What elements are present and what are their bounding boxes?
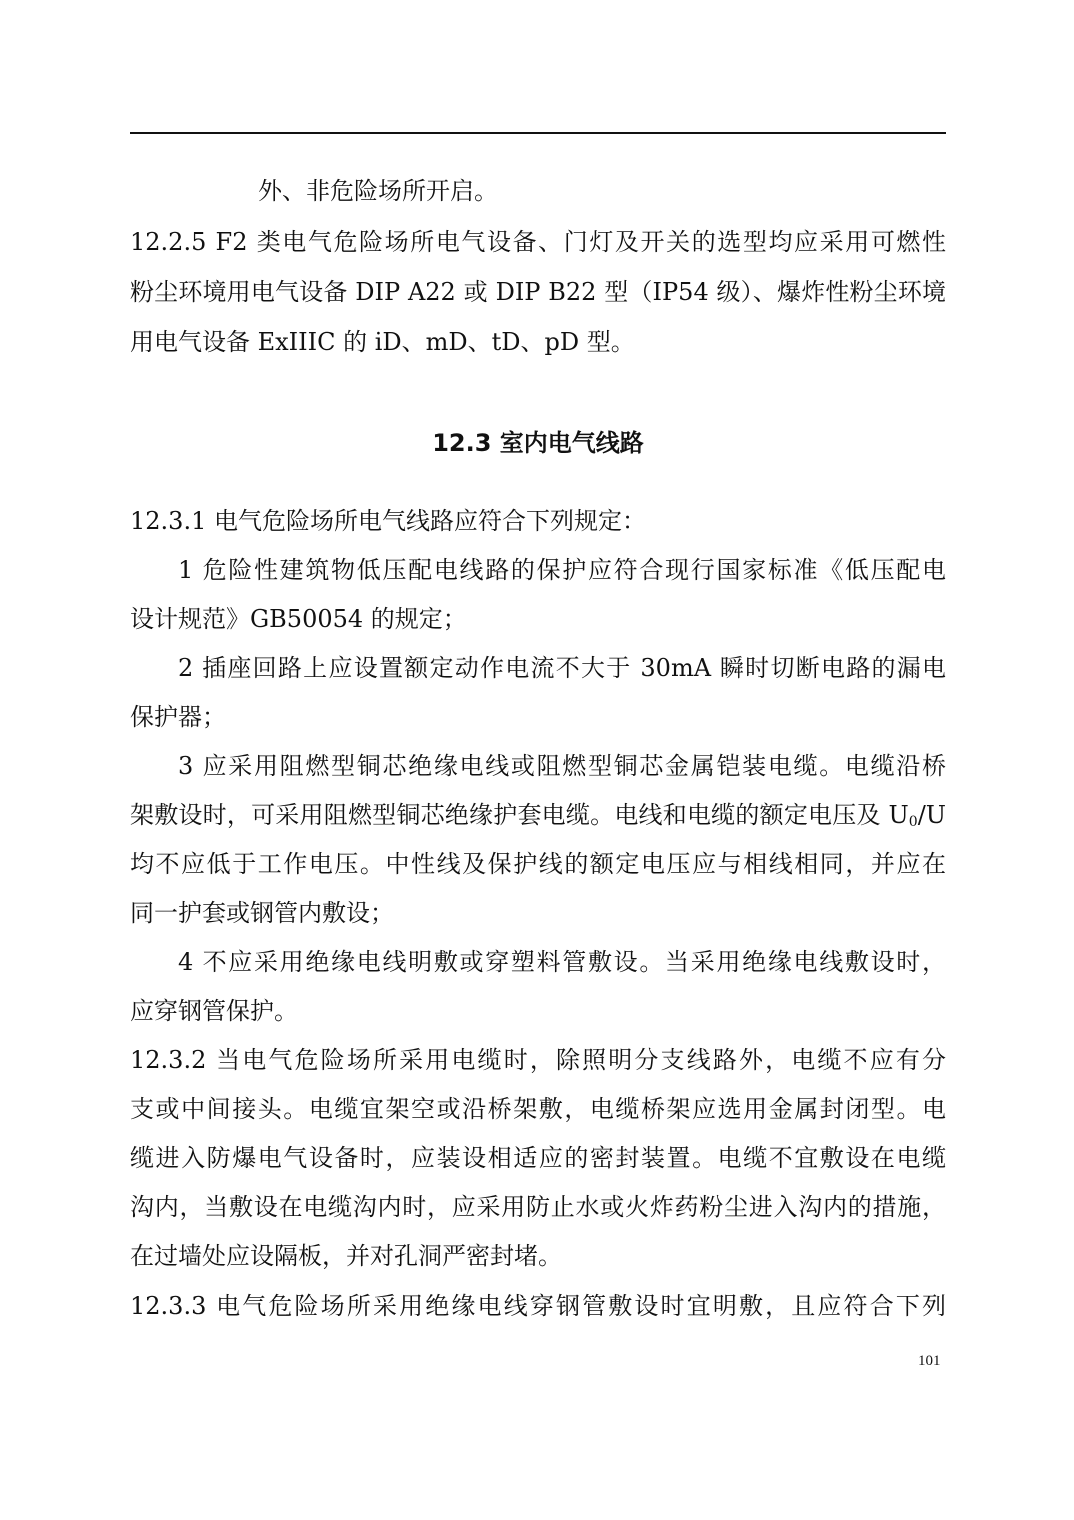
text-line: 支或中间接头。电缆宜架空或沿桥架敷，电缆桥架应选用金属封闭型。电 bbox=[130, 1095, 946, 1123]
text-line: 2 插座回路上应设置额定动作电流不大于 30mA 瞬时切断电路的漏电 bbox=[178, 654, 946, 682]
text-line: 12.2.5 F2 类电气危险场所电气设备、门灯及开关的选型均应采用可燃性 bbox=[130, 228, 946, 256]
text-line: 同一护套或钢管内敷设； bbox=[130, 899, 394, 927]
text-line: 1 危险性建筑物低压配电线路的保护应符合现行国家标准《低压配电 bbox=[178, 556, 946, 584]
text-line: 沟内，当敷设在电缆沟内时，应采用防止水或火炸药粉尘进入沟内的措施， bbox=[130, 1193, 946, 1221]
text-run: 架敷设时，可采用阻燃型铜芯绝缘护套电缆。电线和电缆的额定电压及 U bbox=[130, 801, 909, 829]
text-line: 外、非危险场所开启。 bbox=[258, 177, 498, 205]
subscript: 0 bbox=[908, 814, 918, 830]
text-line: 3 应采用阻燃型铜芯绝缘电线或阻燃型铜芯金属铠装电缆。电缆沿桥 bbox=[178, 752, 946, 780]
text-line: 12.3.3 电气危险场所采用绝缘电线穿钢管敷设时宜明敷，且应符合下列 bbox=[130, 1292, 946, 1320]
text-line: 均不应低于工作电压。中性线及保护线的额定电压应与相线相同，并应在 bbox=[130, 850, 946, 878]
text-line: 粉尘环境用电气设备 DIP A22 或 DIP B22 型（IP54 级）、爆炸性粉尘环境 bbox=[130, 278, 946, 306]
text-line: 设计规范》GB50054 的规定； bbox=[130, 605, 467, 633]
text-line bbox=[130, 800, 946, 837]
text-line: 应穿钢管保护。 bbox=[130, 997, 298, 1025]
text-run: /U bbox=[917, 801, 946, 829]
text-line: 保护器； bbox=[130, 703, 226, 731]
text-line: 12.3.1 电气危险场所电气线路应符合下列规定： bbox=[130, 507, 646, 535]
section-heading: 12.3 室内电气线路 bbox=[432, 429, 644, 457]
text-line: 用电气设备 ExIIIC 的 iD、mD、tD、pD 型。 bbox=[130, 328, 635, 356]
header-rule bbox=[130, 132, 946, 134]
text-line: 缆进入防爆电气设备时，应装设相适应的密封装置。电缆不宜敷设在电缆 bbox=[130, 1144, 946, 1172]
text-line: 在过墙处应设隔板，并对孔洞严密封堵。 bbox=[130, 1242, 562, 1270]
text-line: 4 不应采用绝缘电线明敷或穿塑料管敷设。当采用绝缘电线敷设时， bbox=[178, 948, 946, 976]
page-number: 101 bbox=[918, 1353, 941, 1369]
text-line: 12.3.2 当电气危险场所采用电缆时，除照明分支线路外，电缆不应有分 bbox=[130, 1046, 946, 1074]
